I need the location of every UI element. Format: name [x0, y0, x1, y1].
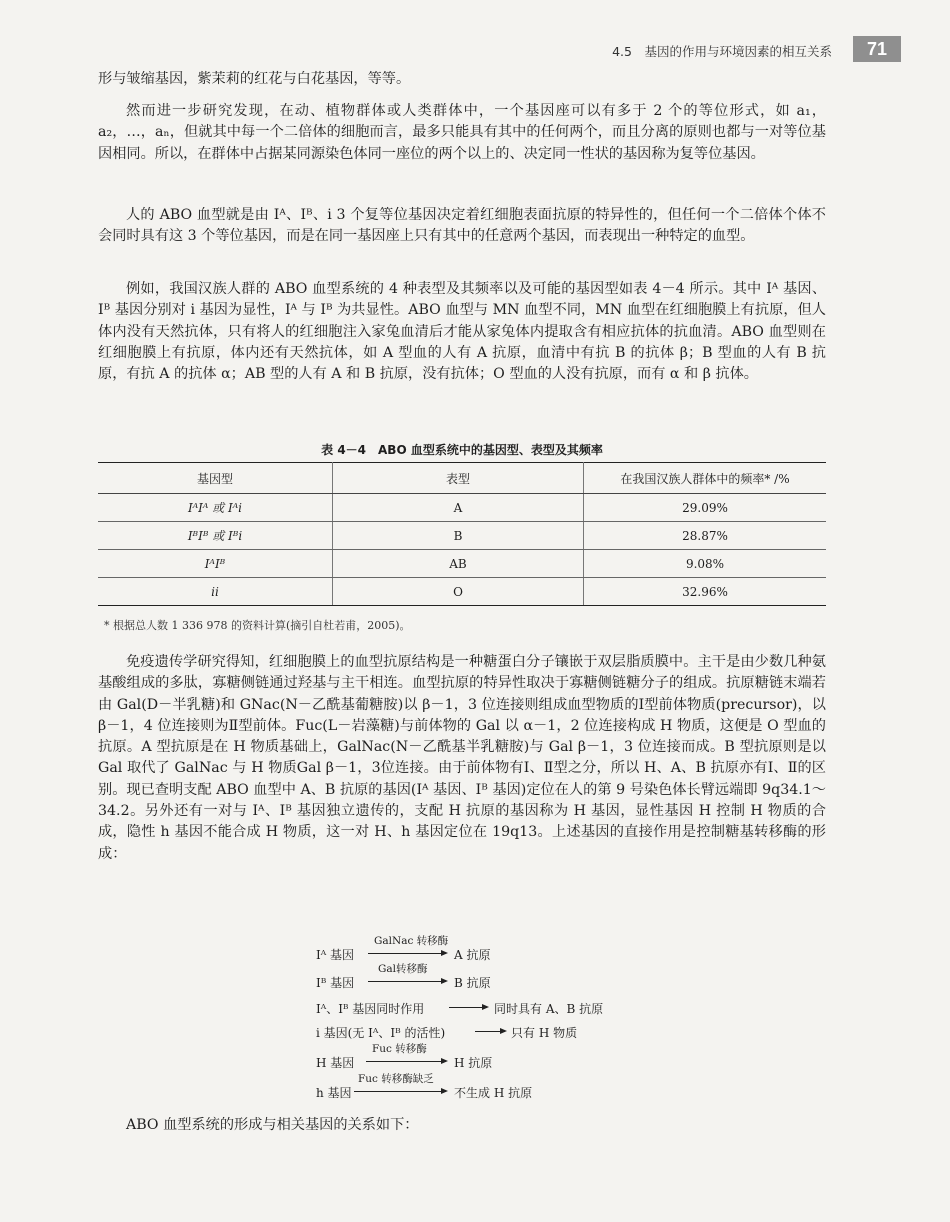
- frequency-cell: 9.08%: [584, 550, 827, 578]
- phenotype-cell: A: [333, 494, 584, 522]
- pathway-enzyme: Fuc 转移酶缺乏: [358, 1073, 434, 1085]
- frequency-cell: 32.96%: [584, 578, 827, 606]
- table-row: [98, 522, 826, 550]
- pathway-product: 只有 H 物质: [511, 1026, 578, 1040]
- column-header: 在我国汉族人群体中的频率* /%: [584, 463, 827, 494]
- arrow-icon: [366, 1061, 446, 1062]
- phenotype-cell: O: [333, 578, 584, 606]
- table-row: [98, 578, 826, 606]
- paragraph: 然而进一步研究发现，在动、植物群体或人类群体中，一个基因座可以有多于 2 个的等位形式，如 a₁，a₂，…，aₙ，但就其中每一个二倍体的细胞而言，最多只能具有其中的任何两个，而且分离的原则也都与一对等位基因相同。所以，在群体中占据某同源染色体同一座位的两个以上的、决定同一性状的基因称为复等位基因。: [98, 103, 826, 162]
- column-header: 表型: [333, 463, 584, 494]
- genotype-cell: IᴬIᴮ: [98, 550, 333, 578]
- genotype-cell: IᴮIᴮ 或 Iᴮi: [98, 522, 333, 550]
- genotype-cell: ii: [98, 578, 333, 606]
- pathway-gene: Iᴮ 基因: [316, 976, 355, 990]
- phenotype-cell: AB: [333, 550, 584, 578]
- frequency-cell: 29.09%: [584, 494, 827, 522]
- pathway-enzyme: GalNac 转移酶: [374, 935, 449, 947]
- pathway-row: [0, 1020, 950, 1042]
- pathway-gene: i 基因(无 Iᴬ、Iᴮ 的活性): [316, 1026, 446, 1040]
- column-header: 基因型: [98, 463, 333, 494]
- pathway-row: [0, 996, 950, 1018]
- pathway-product: 同时具有 A、B 抗原: [494, 1002, 604, 1016]
- pathway-row: [0, 1073, 950, 1102]
- phenotype-cell: B: [333, 522, 584, 550]
- table-row: [98, 550, 826, 578]
- page-number: 71: [853, 36, 901, 62]
- table-footnote: * 根据总人数 1 336 978 的资料计算(摘引自杜若甫，2005)。: [104, 619, 411, 632]
- table-row: [98, 494, 826, 522]
- genotype-table: [98, 462, 826, 606]
- arrow-icon: [368, 953, 446, 954]
- arrow-icon: [449, 1007, 487, 1008]
- table-caption: 表 4－4 ABO 血型系统中的基因型、表型及其频率: [321, 443, 603, 457]
- pathway-row: [0, 1043, 950, 1072]
- arrow-icon: [475, 1031, 505, 1032]
- paragraph: 人的 ABO 血型就是由 Iᴬ、Iᴮ、i 3 个复等位基因决定着红细胞表面抗原的特异性的，但任何一个二倍体个体不会同时具有这 3 个等位基因，而是在同一基因座上只有其中的任意两个基因，而表现出一种特定的血型。: [98, 207, 826, 245]
- chapter-title: 4.5 基因的作用与环境因素的相互关系: [612, 44, 832, 59]
- pathway-row: [0, 935, 950, 964]
- pathway-row: [0, 963, 950, 992]
- pathway-gene: Iᴬ、Iᴮ 基因同时作用: [316, 1002, 425, 1016]
- genotype-cell: IᴬIᴬ 或 Iᴬi: [98, 494, 333, 522]
- pathway-enzyme: Gal转移酶: [378, 963, 428, 975]
- pathway-product: B 抗原: [454, 976, 491, 990]
- pathway-product: H 抗原: [454, 1056, 493, 1070]
- pathway-gene: Iᴬ 基因: [316, 948, 355, 962]
- arrow-icon: [354, 1091, 446, 1092]
- table-header-row: [98, 463, 826, 494]
- pathway-enzyme: Fuc 转移酶: [372, 1043, 427, 1055]
- paragraph: ABO 血型系统的形成与相关基因的关系如下：: [126, 1117, 419, 1133]
- page-header: [0, 36, 950, 66]
- pathway-gene: h 基因: [316, 1086, 352, 1100]
- paragraph: 例如，我国汉族人群的 ABO 血型系统的 4 种表型及其频率以及可能的基因型如表 4－4 所示。其中 Iᴬ 基因、Iᴮ 基因分别对 i 基因为显性，Iᴬ 与 Iᴮ 为共显性。ABO 血型与 MN 血型不同，MN 血型在红细胞膜上有抗原，但人体内没有天然抗体，只有将人的红细胞注入家兔血清后才能从家兔体内提取含有相应抗体的抗血清。ABO 血型则在红细胞膜上有抗原，体内还有天然抗体，如 A 型血的人有 A 抗原，血清中有抗 B 的抗体 β；B 型血的人有 B 抗原，有抗 A 的抗体 α；AB 型的人有 A 和 B 抗原，没有抗体；O 型血的人没有抗原，而有 α 和 β 抗体。: [98, 281, 827, 383]
- paragraph: 免疫遗传学研究得知，红细胞膜上的血型抗原结构是一种糖蛋白分子镶嵌于双层脂质膜中。主干是由少数几种氨基酸组成的多肽，寡糖侧链通过羟基与主干相连。血型抗原的特异性取决于寡糖侧链糖分子的组成。抗原糖链末端若由 Gal(D－半乳糖)和 GNac(N－乙酰基葡糖胺)以 β－1，3 位连接则组成血型物质的Ⅰ型前体物质(precursor)，以 β－1，4 位连接则为Ⅱ型前体。Fuc(L－岩藻糖)与前体物的 Gal 以 α－1，2 位连接构成 H 物质，这便是 O 型血的抗原。A 型抗原是在 H 物质基础上，GalNac(N－乙酰基半乳糖胺)与 Gal β－1，3 位连接而成。B 型抗原则是以 Gal 取代了 GalNac 与 H 物质Gal β－1，3位连接。由于前体物有Ⅰ、Ⅱ型之分，所以 H、A、B 抗原亦有Ⅰ、Ⅱ的区别。现已查明支配 ABO 血型中 A、B 抗原的基因(Iᴬ 基因、Iᴮ 基因)定位在人的第 9 号染色体长臂远端即 9q34.1～34.2。另外还有一对与 Iᴬ、Iᴮ 基因独立遗传的，支配 H 抗原的基因称为 H 基因，显性基因 H 控制 H 物质的合成，隐性 h 基因不能合成 H 物质，这一对 H、h 基因定位在 19q13。上述基因的直接作用是控制糖基转移酶的形成：: [98, 654, 826, 862]
- pathway-product: 不生成 H 抗原: [454, 1086, 533, 1100]
- pathway-gene: H 基因: [316, 1056, 355, 1070]
- frequency-cell: 28.87%: [584, 522, 827, 550]
- arrow-icon: [368, 981, 446, 982]
- paragraph: 形与皱缩基因，紫茉莉的红花与白花基因，等等。: [98, 71, 411, 87]
- pathway-product: A 抗原: [454, 948, 491, 962]
